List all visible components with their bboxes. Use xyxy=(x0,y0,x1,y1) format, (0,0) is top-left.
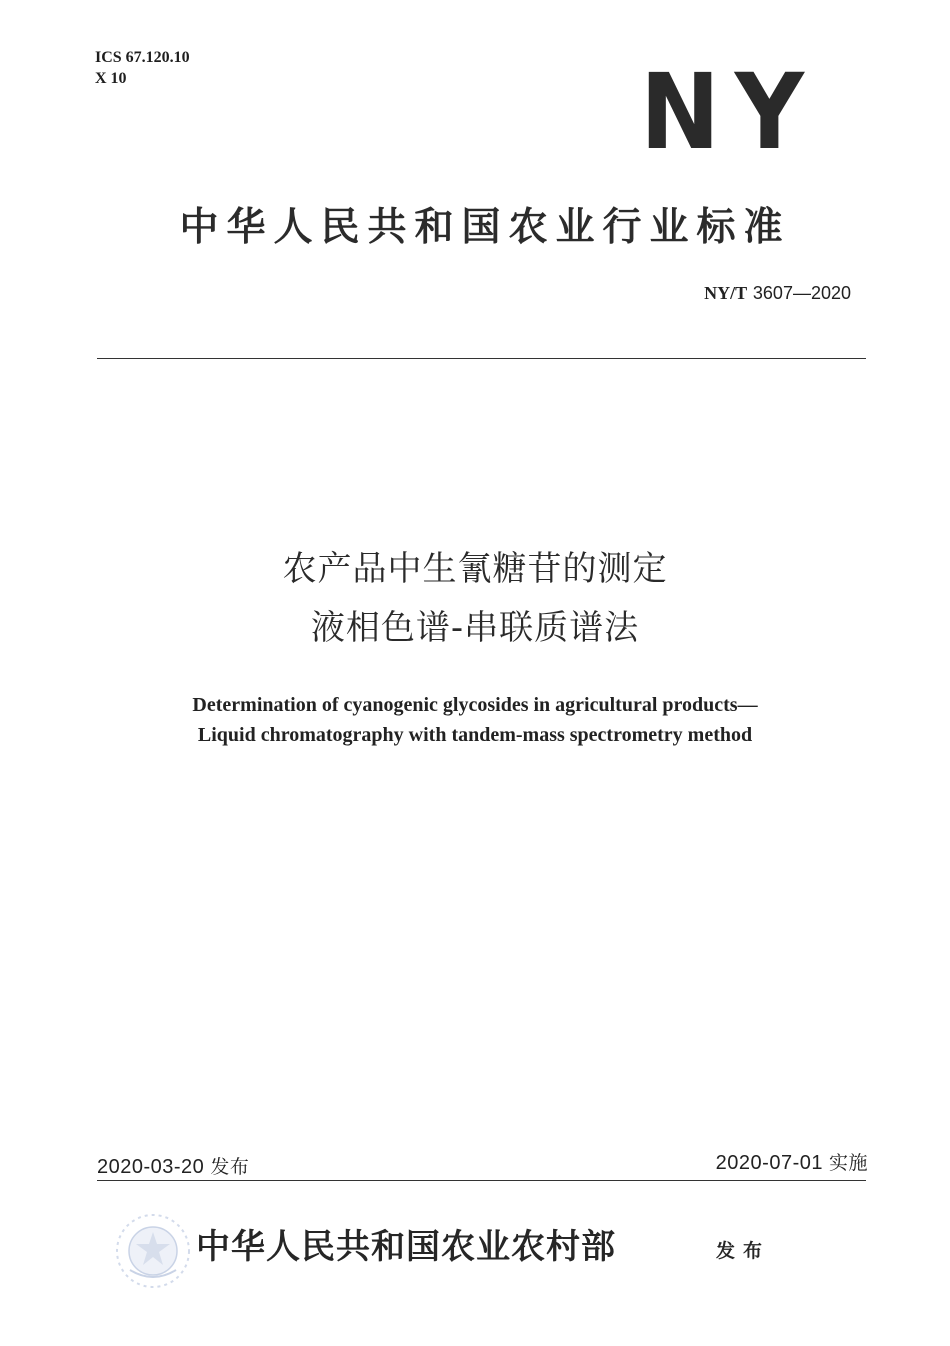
publisher-name: 中华人民共和国农业农村部 xyxy=(196,1227,616,1267)
issue-date xyxy=(97,1155,249,1179)
en-title-line-2: Liquid chromatography with tandem-mass spectrometry method xyxy=(197,724,753,746)
standard-number-prefix: NY/T xyxy=(704,283,748,303)
standard-category-title: 中华人民共和国农业行业标准 xyxy=(179,205,791,250)
cn-title-line-2: 液相色谱-串联质谱法 xyxy=(310,608,640,648)
ministry-seal-icon xyxy=(112,1210,194,1292)
cn-title-line-1: 农产品中生氰糖苷的测定 xyxy=(282,549,668,589)
standard-number xyxy=(704,282,851,305)
top-divider xyxy=(97,358,866,359)
publisher-action: 发布 xyxy=(716,1240,771,1262)
bottom-divider xyxy=(97,1180,866,1181)
implementation-date xyxy=(716,1151,868,1175)
implementation-date-label: 实施 xyxy=(828,1152,868,1174)
issue-date-label: 发布 xyxy=(210,1156,250,1178)
ny-logo: NY xyxy=(640,51,819,173)
en-title-line-1: Determination of cyanogenic glycosides in agricultural products— xyxy=(192,694,758,716)
standard-number-value: 3607—2020 xyxy=(752,283,851,303)
ics-code: ICS 67.120.10 xyxy=(95,49,190,66)
ccs-code: X 10 xyxy=(95,70,127,87)
implementation-date-value: 2020-07-01 xyxy=(715,1152,823,1174)
issue-date-value: 2020-03-20 xyxy=(97,1156,205,1178)
